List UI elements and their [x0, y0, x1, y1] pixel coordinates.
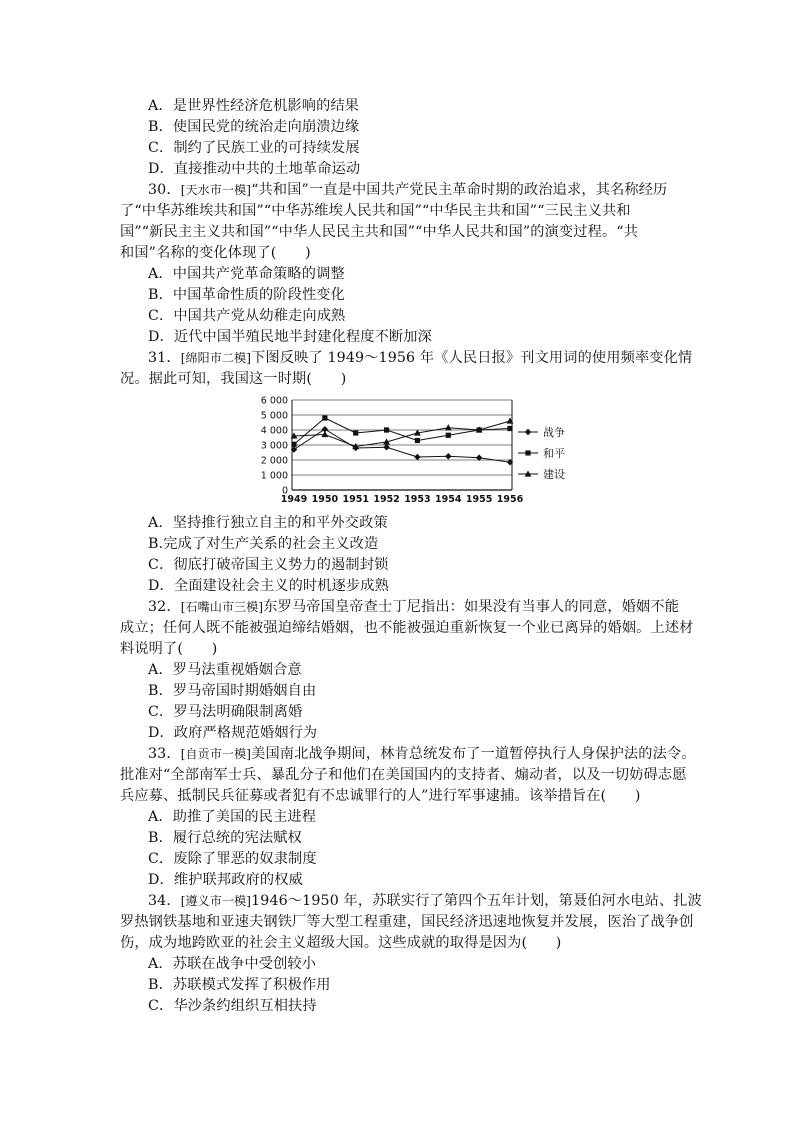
q31-text: 下图反映了 1949～1956 年《人民日报》刊文用词的使用频率变化情 — [251, 350, 693, 366]
x-tick-label: 1955 — [465, 494, 493, 505]
q31-option-d: D．全面建设社会主义的时机逐步成熟 — [148, 578, 389, 594]
q32-source: [石嘴山市三模] — [180, 600, 264, 614]
y-tick-label: 4 000 — [260, 425, 288, 437]
data-point — [446, 433, 451, 438]
legend-marker — [525, 450, 530, 455]
q34-option-c: C．华沙条约组织互相扶持 — [148, 998, 317, 1014]
x-tick-label: 1954 — [435, 494, 462, 505]
x-tick-label: 1956 — [496, 494, 524, 505]
q33-option-c: C．废除了罪恶的奴隶制度 — [148, 851, 317, 867]
q30-stem-line-2: 了“中华苏维埃共和国”“中华苏维埃人民共和国”“中华民主共和国”“三民主义共和 — [120, 203, 631, 219]
q33-source: [自贡市一模] — [180, 747, 252, 761]
data-point — [414, 454, 420, 460]
q32-number: 32． — [148, 599, 181, 615]
q30-stem-line-3: 国”“新民主主义共和国”“中华人民民主共和国”“中华人民共和国”的演变过程。“共 — [120, 224, 639, 240]
q34-text: 1946～1950 年，苏联实行了第四个五年计划，第聂伯河水电站、扎波 — [251, 893, 702, 909]
q33-stem-line-3: 兵应募、抵制民兵征募或者犯有不忠诚罪行的人”进行军事逮捕。该举措旨在( ) — [120, 788, 641, 804]
q32-option-c: C．罗马法明确限制离婚 — [148, 704, 303, 720]
q31-option-b: B.完成了对生产关系的社会主义改造 — [148, 536, 379, 552]
q30-option-b: B．中国革命性质的阶段性变化 — [148, 287, 345, 303]
q30-number: 30． — [148, 182, 181, 198]
y-tick-label: 1 000 — [260, 470, 288, 482]
legend-label: 和平 — [543, 447, 565, 460]
q29-option-a: A．是世界性经济危机影响的结果 — [148, 98, 360, 114]
legend-label: 战争 — [543, 426, 565, 439]
q32-stem-line-3: 料说明了( ) — [120, 641, 218, 657]
x-tick-label: 1952 — [373, 494, 400, 505]
y-tick-label: 2 000 — [260, 455, 288, 467]
x-tick-label: 1950 — [311, 494, 339, 505]
x-tick-label: 1951 — [342, 494, 369, 505]
x-tick-label: 1949 — [280, 494, 308, 505]
q31-number: 31． — [148, 350, 181, 366]
q33-option-b: B．履行总统的宪法赋权 — [148, 830, 302, 846]
q31-option-a: A．坚持推行独立自主的和平外交政策 — [148, 515, 388, 531]
q33-option-d: D．维护联邦政府的权威 — [148, 872, 303, 888]
q33-stem-line-1 — [148, 744, 696, 764]
q30-text: “共和国”一直是中国共产党民主革命时期的政治追求，其名称经历 — [251, 182, 668, 198]
q32-text: 东罗马帝国皇帝查士丁尼指出：如果没有当事人的同意，婚姻不能 — [263, 599, 680, 615]
q33-number: 33． — [148, 746, 181, 762]
q31-stem-line-1 — [148, 348, 692, 368]
q32-stem-line-2: 成立；任何人既不能被强迫缔结婚姻，也不能被强迫重新恢复一个业已离异的婚姻。上述材 — [120, 620, 694, 636]
q34-stem-line-1 — [148, 891, 702, 911]
q29-option-d: D．直接推动中共的土地革命运动 — [148, 161, 361, 177]
data-point — [322, 415, 327, 420]
q32-stem-line-1 — [148, 597, 679, 617]
q34-stem-line-3: 伤，成为地跨欧亚的社会主义超级大国。这些成就的取得是因为( ) — [120, 935, 562, 951]
q33-stem-line-2: 批准对“全部南军士兵、暴乱分子和他们在美国国内的支持者、煽动者，以及一切妨碍志愿 — [120, 767, 687, 783]
data-point — [321, 431, 328, 437]
data-point — [445, 424, 452, 430]
q32-option-b: B．罗马帝国时期婚姻自由 — [148, 683, 317, 699]
q34-option-b: B．苏联模式发挥了积极作用 — [148, 977, 331, 993]
q32-option-d: D．政府严格规范婚姻行为 — [148, 725, 318, 741]
q34-stem-line-2: 罗热钢铁基地和亚速夫钢铁厂等大型工程重建，国民经济迅速地恢复并发展，医治了战争创 — [120, 914, 694, 930]
q34-option-a: A．苏联在战争中受创较小 — [148, 956, 317, 972]
data-point — [507, 426, 512, 431]
q31-stem-line-2: 况。据此可知，我国这一时期( ) — [120, 371, 347, 387]
q34-number: 34． — [148, 893, 181, 909]
legend-marker — [525, 429, 531, 435]
y-tick-label: 5 000 — [260, 410, 288, 422]
q30-stem-line-4: 和国”名称的变化体现了( ) — [120, 245, 311, 261]
q29-option-b: B．使国民党的统治走向崩溃边缘 — [148, 119, 360, 135]
x-tick-label: 1953 — [404, 494, 431, 505]
q34-source: [遵义市一模] — [180, 894, 252, 908]
data-point — [415, 438, 420, 443]
y-tick-label: 0 — [281, 485, 288, 497]
q33-text: 美国南北战争期间，林肯总统发布了一道暂停执行人身保护法的法令。 — [251, 746, 696, 762]
q30-stem-line-1 — [148, 180, 667, 200]
word-frequency-line-chart — [255, 393, 575, 511]
q30-option-d: D．近代中国半殖民地半封建化程度不断加深 — [148, 329, 432, 345]
data-point — [353, 430, 358, 435]
q30-option-a: A．中国共产党革命策略的调整 — [148, 266, 345, 282]
q29-option-c: C．制约了民族工业的可持续发展 — [148, 140, 360, 156]
q31-option-c: C．彻底打破帝国主义势力的遏制封锁 — [148, 557, 389, 573]
data-point — [445, 453, 451, 459]
y-tick-label: 6 000 — [260, 395, 288, 407]
q30-source: [天水市一模] — [180, 183, 252, 197]
y-tick-label: 3 000 — [260, 440, 288, 452]
legend-label: 建设 — [543, 468, 565, 481]
q31-source: [绵阳市二模] — [180, 351, 252, 365]
q33-option-a: A．助推了美国的民主进程 — [148, 809, 317, 825]
data-point — [384, 427, 389, 432]
q30-option-c: C．中国共产党从幼稚走向成熟 — [148, 308, 346, 324]
data-point — [291, 442, 296, 447]
q32-option-a: A．罗马法重视婚姻合意 — [148, 662, 302, 678]
